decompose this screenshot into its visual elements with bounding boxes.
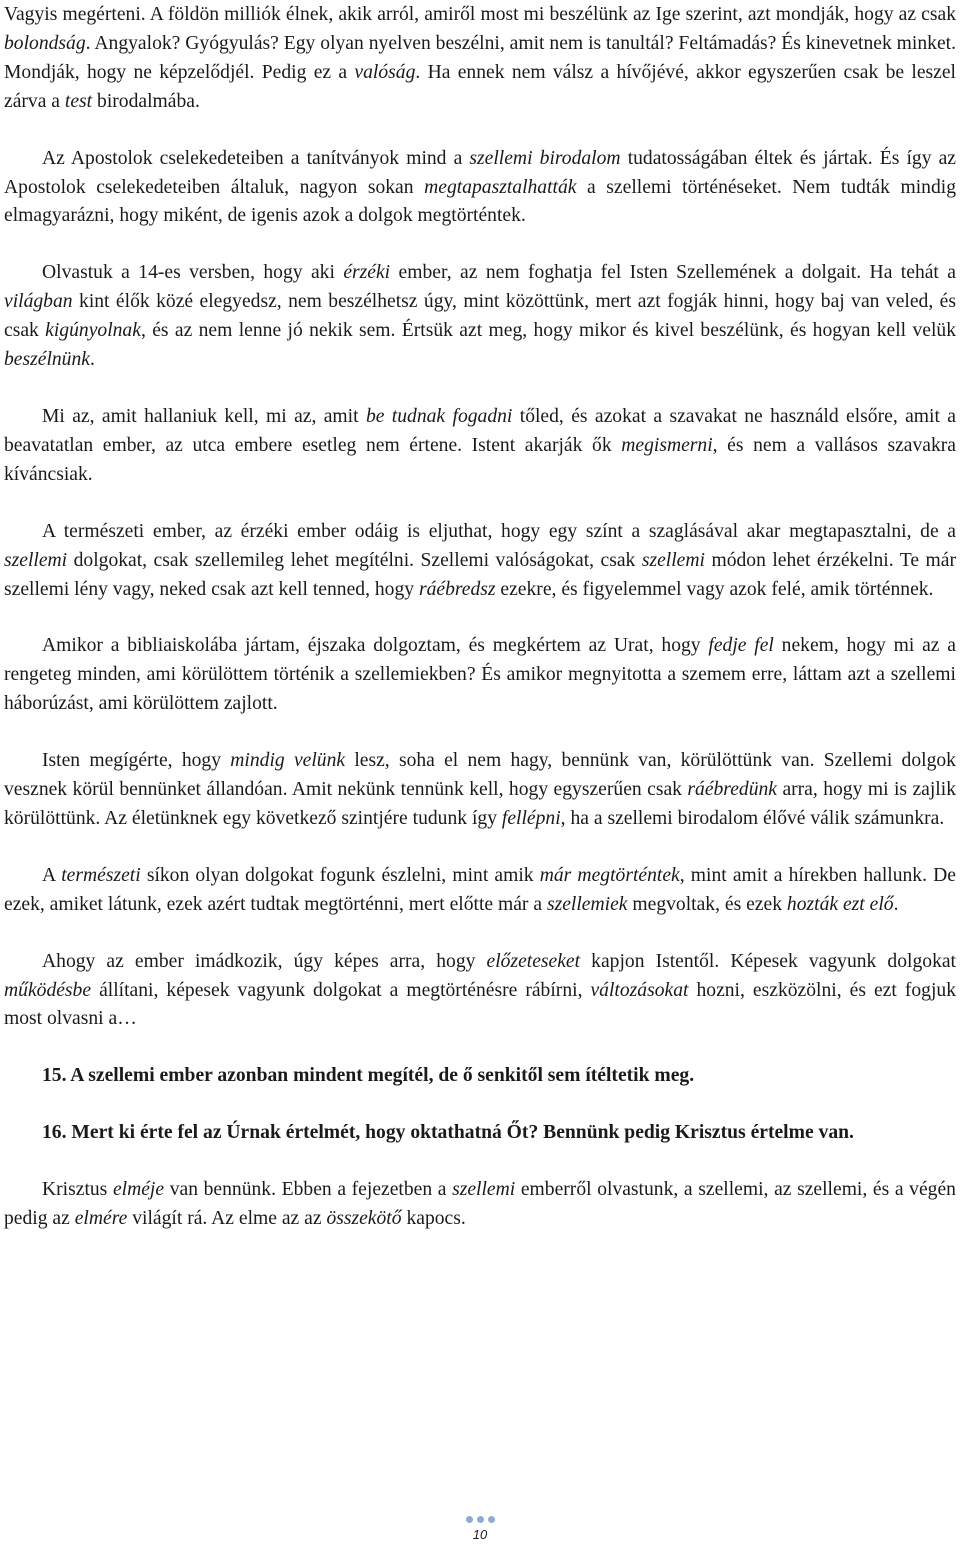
emphasis-text: megismerni [621, 434, 713, 456]
text-run: , és az nem lenne jó nekik sem. Értsük azt meg, hogy mikor és kivel beszélünk, és hogyan kell velük [140, 320, 956, 342]
text-run: dolgokat, csak szellemileg lehet megítélni. Szellemi valóságokat, csak [67, 549, 642, 571]
emphasis-text: be tudnak fogadni [365, 405, 513, 427]
text-run: 16. Mert ki érte fel az Úrnak értelmét, hogy oktathatná Őt? Bennünk pedig Krisztus értelme van. [42, 1122, 854, 1144]
text-run: állítani, képesek vagyunk dolgokat a megtörténésre rábírni, [91, 979, 591, 1001]
emphasis-text: mindig velünk [230, 750, 346, 772]
paragraph [4, 632, 956, 719]
text-run: lesz, soha el nem hagy, bennünk van, körülöttünk van. Szellemi dolgok vesznek körül bennünket állandóan. Amit nekünk tennünk kell, hogy egyszerűen csak [4, 750, 956, 801]
emphasis-text: beszélnünk [4, 349, 90, 371]
emphasis-text: kigúnyolnak [45, 320, 141, 342]
text-run: világít rá. Az elme az az [127, 1208, 327, 1230]
paragraph [4, 259, 956, 375]
text-run: . [89, 349, 95, 371]
emphasis-text: elméje [112, 1179, 165, 1201]
emphasis-text: bolondság [4, 32, 86, 54]
emphasis-text: fedje fel [708, 635, 774, 657]
text-run: arra, hogy mi is zajlik körülöttünk. Az életünknek egy következő szintjére tudunk így [4, 779, 956, 829]
text-run: kint élők közé elegyedsz, nem beszélhetsz úgy, mint közöttünk, mert azt fogják hinni, hogy baj van veled, és csak [4, 291, 956, 342]
text-run: van bennünk. Ebben a fejezetben a [164, 1179, 453, 1201]
page-footer [0, 1516, 960, 1542]
emphasis-text: összekötő [326, 1208, 402, 1230]
text-run: kapocs. [401, 1208, 466, 1230]
emphasis-text: érzéki [343, 262, 391, 284]
emphasis-text: előzeteseket [486, 950, 581, 972]
paragraph [4, 1, 956, 117]
emphasis-text: megtapasztalhatták [424, 176, 577, 198]
text-run: Krisztus [42, 1179, 113, 1201]
paragraph [4, 403, 956, 490]
paragraph [4, 862, 956, 920]
text-run: Olvastuk a 14-es versben, hogy aki [42, 262, 344, 284]
text-run: Vagyis megérteni. A földön milliók élnek, akik arról, amiről most mi beszélünk az Ige szerint, azt mondják, hogy az csak [4, 4, 956, 25]
emphasis-text: már megtörténtek [539, 864, 680, 886]
emphasis-text: ráébredünk [687, 779, 777, 801]
text-run: 15. A szellemi ember azonban mindent megítél, de ő senkitől sem ítéltetik meg. [42, 1065, 695, 1087]
document-page [4, 0, 956, 1234]
paragraph [4, 518, 956, 605]
text-run: Amikor a bibliaiskolába jártam, éjszaka dolgoztam, és megkértem az Urat, hogy [42, 635, 709, 657]
ornament-dot [488, 1516, 495, 1523]
text-run: ember, az nem foghatja fel Isten Szellemének a dolgait. Ha tehát a [390, 262, 956, 284]
body-text [4, 1, 956, 1234]
text-run: hozni, eszközölni, és ezt fogjuk most olvasni a… [4, 979, 956, 1030]
emphasis-text: fellépni [501, 807, 561, 829]
text-run: módon lehet érzékelni. Te már szellemi lény vagy, neked csak azt kell tenned, hogy [4, 549, 956, 600]
emphasis-text: természeti [61, 864, 141, 886]
text-run: . Angyalok? Gyógyulás? Egy olyan nyelven beszélni, amit nem is tanultál? Feltámadás? És kinevetnek minket. Mondják, hogy ne képzelődjél. Pedig ez a [4, 32, 956, 83]
text-run: , és nem a vallásos szavakra kíváncsiak. [4, 434, 956, 485]
text-run: . [893, 893, 899, 915]
text-run: tőled, és azokat a szavakat ne használd elsőre, amit a beavatatlan ember, az utca embere esetleg nem értene. Istent akarják ők [4, 405, 956, 456]
text-run: Ahogy az ember imádkozik, úgy képes arra, hogy [42, 950, 487, 972]
paragraph [4, 948, 956, 1035]
scripture-verse [4, 1062, 956, 1091]
text-run: a szellemi történéseket. Nem tudták mindig elmagyarázni, hogy miként, de igenis azok a dolgok megtörténtek. [4, 176, 956, 227]
emphasis-text: szellemi [4, 549, 68, 571]
page-number: 10 [472, 1527, 488, 1542]
text-run: síkon olyan dolgokat fogunk észlelni, mint amik [140, 864, 540, 886]
emphasis-text: hozták ezt elő [786, 893, 894, 915]
paragraph [4, 1176, 956, 1234]
emphasis-text: változásokat [590, 979, 689, 1001]
text-run: Az Apostolok cselekedeteiben a tanítványok mind a [42, 147, 470, 169]
text-run: , mint amit a hírekben hallunk. De ezek, amiket látunk, ezek azért tudtak megtörténni, mert előtte már a [4, 864, 956, 915]
emphasis-text: valóság [354, 61, 416, 83]
text-run: Isten megígérte, hogy [42, 750, 231, 772]
text-run: ezekre, és figyelemmel vagy azok felé, amik történnek. [495, 578, 934, 600]
ornament-dot [466, 1516, 473, 1523]
paragraph [4, 145, 956, 232]
emphasis-text: szellemi [452, 1179, 516, 1201]
emphasis-text: világban [4, 291, 73, 313]
text-run: nekem, hogy mi az a rengeteg minden, ami körülöttem történik a szellemiekben? És amikor megnyitotta a szemem erre, láttam azt a szellemi háborúzást, ami körülöttem zajlott. [4, 635, 956, 715]
scripture-verse [4, 1119, 956, 1148]
emphasis-text: szellemi [641, 549, 705, 571]
emphasis-text: működésbe [4, 979, 92, 1001]
text-run: . Ha ennek nem válsz a hívőjévé, akkor egyszerűen csak be leszel zárva a [4, 61, 956, 112]
ornament-dot [477, 1516, 484, 1523]
text-run: megvoltak, és ezek [627, 893, 787, 915]
emphasis-text: elmére [74, 1208, 128, 1230]
text-run: tudatosságában éltek és jártak. És így az Apostolok cselekedeteiben általuk, nagyon sokan [4, 147, 956, 198]
text-run: Mi az, amit hallaniuk kell, mi az, amit [42, 405, 366, 427]
text-run: A [42, 864, 62, 886]
footer-ornament [0, 1516, 960, 1523]
text-run: emberről olvastunk, a szellemi, az szellemi, és a végén pedig az [4, 1179, 956, 1230]
emphasis-text: test [64, 90, 93, 112]
text-run: , ha a szellemi birodalom élővé válik számunkra. [560, 807, 945, 829]
text-run: A természeti ember, az érzéki ember odáig is eljuthat, hogy egy színt a szaglásával akar megtapasztalni, de a [42, 520, 956, 542]
emphasis-text: szellemiek [546, 893, 628, 915]
emphasis-text: szellemi birodalom [469, 147, 621, 169]
emphasis-text: ráébredsz [418, 578, 496, 600]
paragraph [4, 747, 956, 834]
text-run: birodalmába. [92, 90, 200, 112]
text-run: kapjon Istentől. Képesek vagyunk dolgokat [580, 950, 957, 972]
